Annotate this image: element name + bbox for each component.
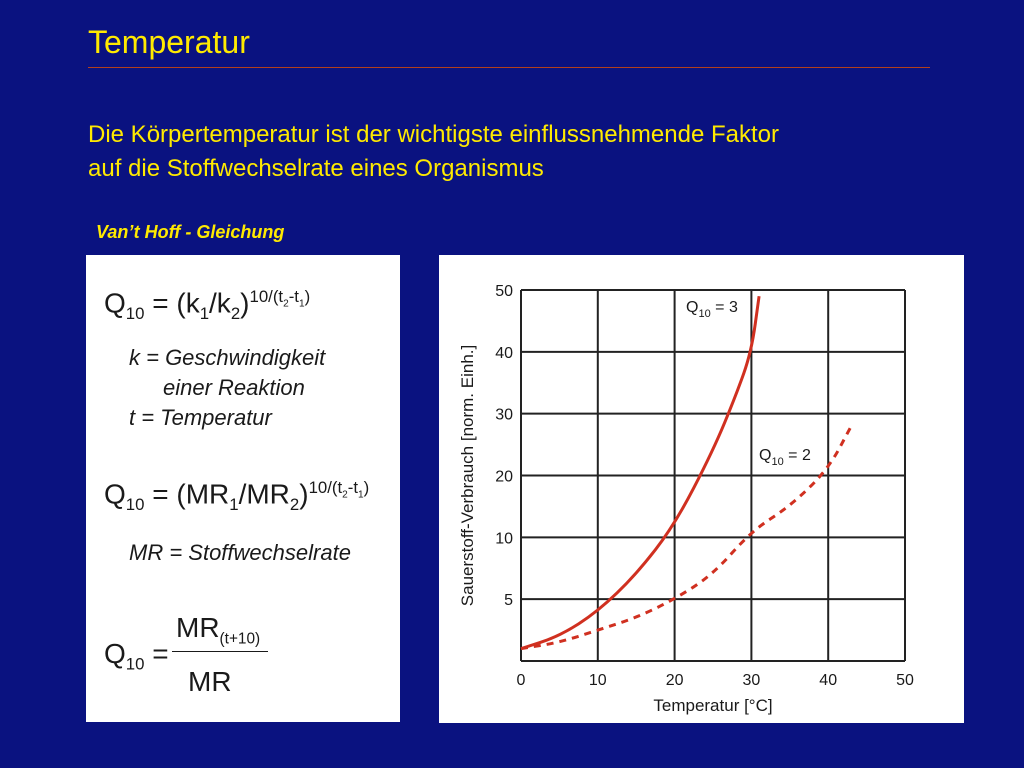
equation-caption: Van’t Hoff - Gleichung <box>96 222 285 242</box>
formula-q10-fraction-lhs: $Q_{10}$ = <box>104 638 169 674</box>
note-mr: MR = Stoffwechselrate <box>129 540 351 565</box>
intro-line-2: auf die Stoffwechselrate eines Organismus <box>88 155 544 182</box>
title-divider <box>88 67 930 68</box>
y-tick-label-40: 40 <box>495 344 513 362</box>
y-axis-label: Sauerstoff-Verbrauch [norm. Einh.] <box>458 344 477 607</box>
x-tick-label-20: 20 <box>665 672 684 689</box>
chart-panel <box>439 255 964 723</box>
intro-line-1: Die Körpertemperatur ist der wichtigste einflussnehmende Faktor <box>88 121 779 148</box>
series-line-1 <box>521 296 759 648</box>
intro-text <box>88 118 968 186</box>
y-tick-label-50: 50 <box>495 283 513 300</box>
fraction-numerator: $MR_{(t+10)}$ <box>176 612 261 648</box>
y-tick-label-20: 20 <box>495 468 513 486</box>
x-tick-label-50: 50 <box>896 672 914 689</box>
x-tick-label-30: 30 <box>742 672 761 689</box>
y-tick-label-5: 5 <box>504 592 513 610</box>
note-reaction: einer Reaktion <box>163 375 305 400</box>
note-t: t = Temperatur <box>129 405 272 430</box>
formula-notes-2 <box>129 538 351 568</box>
series-label-2: $Q_{10} = 2$ <box>759 447 811 468</box>
formula-q10-metabolic: $Q_{10} = (MR_1/MR_2)^{10/(t_2-t_1)}$ <box>104 478 370 514</box>
x-tick-label-10: 10 <box>588 672 607 689</box>
x-tick-label-0: 0 <box>516 672 526 689</box>
fraction-bar <box>172 651 268 652</box>
x-axis-label: Temperatur [°C] <box>653 696 773 715</box>
slide-title: Temperatur <box>88 24 250 60</box>
series-label-1: $Q_{10} = 3$ <box>686 299 738 320</box>
y-tick-label-10: 10 <box>495 530 513 548</box>
formula-notes-1 <box>129 343 325 433</box>
oxygen-consumption-chart <box>439 255 964 723</box>
y-tick-label-30: 30 <box>495 406 513 424</box>
fraction-denominator: MR <box>188 666 232 697</box>
x-tick-label-40: 40 <box>819 672 838 689</box>
note-k: k = Geschwindigkeit <box>129 345 326 370</box>
formula-q10-rate: $Q_{10} = (k_1/k_2)^{10/(t_2-t_1)}$ <box>104 287 311 323</box>
